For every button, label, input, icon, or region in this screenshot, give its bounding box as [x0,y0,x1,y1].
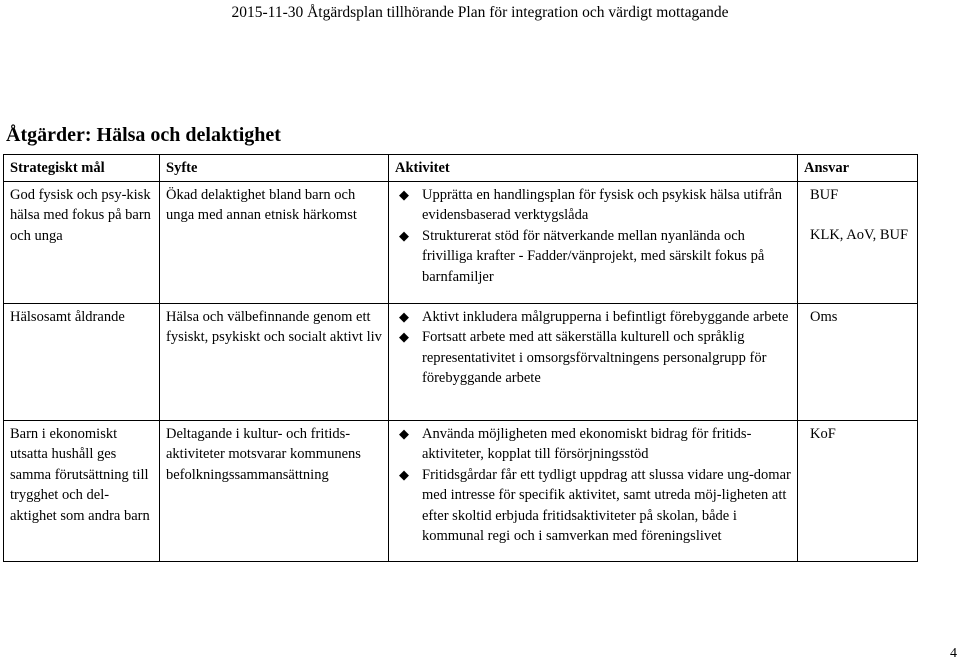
cell-mal: God fysisk och psy-kisk hälsa med fokus på barn och unga [4,181,160,303]
ansvar-value: KoF [810,425,836,442]
list-item [395,307,791,328]
list-item [395,327,791,389]
cell-aktivitet [389,420,798,561]
cell-ansvar [798,181,918,303]
activity-text: Upprätta en handlingsplan för fysisk och psykisk hälsa utifrån evidensbaserad verktygslåda [422,186,783,223]
cell-mal: Hälsosamt åldrande [4,303,160,420]
activity-text: Aktivt inkludera målgrupperna i befintligt förebyggande arbete [422,308,789,325]
cell-aktivitet [389,303,798,420]
diamond-bullet-icon: ◆ [399,227,409,243]
table-row [4,181,918,303]
diamond-bullet-icon: ◆ [399,329,409,344]
cell-aktivitet [389,181,798,303]
diamond-bullet-icon: ◆ [399,466,409,482]
activity-text: Använda möjligheten med ekonomiskt bidrag för fritids-aktiviteter, kopplat till försörjningsstöd [422,425,752,462]
table-row [4,420,918,561]
cell-syfte: Deltagande i kultur- och fritids-aktiviteter motsvarar kommunens befolkningssammansättning [160,420,389,561]
table-header-row [4,155,918,182]
page-header: 2015-11-30 Åtgärdsplan tillhörande Plan för integration och värdigt mottagande [231,4,729,21]
cell-syfte: Hälsa och välbefinnande genom ett fysiskt, psykiskt och socialt aktivt liv [160,303,389,420]
header-ansvar: Ansvar [798,155,918,182]
ansvar-value: BUF [810,186,839,203]
diamond-bullet-icon: ◆ [399,425,409,441]
header-strategiskt-mal: Strategiskt mål [4,155,160,182]
action-table [3,154,918,562]
cell-syfte: Ökad delaktighet bland barn och unga med annan etnisk härkomst [160,181,389,303]
list-item [395,424,791,465]
diamond-bullet-icon: ◆ [399,186,409,202]
section-heading: Åtgärder: Hälsa och delaktighet [6,124,281,146]
cell-mal: Barn i ekonomiskt utsatta hushåll ges samma förutsättning till trygghet och del-aktighet som andra barn [4,420,160,561]
activity-text: Fritidsgårdar får ett tydligt uppdrag att slussa vidare ung-domar med intresse för specifik aktivitet, samt utreda möj-ligheten att efter skoltid erbjuda fritidsaktiviteter på skolan, både i kommunal regi och i samverkan med föreningslivet [422,466,791,544]
activity-text: Fortsatt arbete med att säkerställa kulturell och språklig representativitet i omsorgsförvaltningens personalgrupp för förebyggande arbete [422,329,767,386]
activity-text: Strukturerat stöd för nätverkande mellan nyanlända och frivilliga krafter - Fadder/vänprojekt, med särskilt fokus på barnfamiljer [422,227,765,285]
table-row [4,303,918,420]
list-item [395,185,791,226]
cell-ansvar [798,303,918,420]
ansvar-value: Oms [810,308,838,325]
ansvar-value: KLK, AoV, BUF [810,227,909,243]
page-number: 4 [950,646,957,661]
list-item [395,465,791,547]
header-syfte: Syfte [160,155,389,182]
cell-ansvar [798,420,918,561]
list-item [395,226,791,288]
diamond-bullet-icon: ◆ [399,308,409,324]
header-aktivitet: Aktivitet [389,155,798,182]
